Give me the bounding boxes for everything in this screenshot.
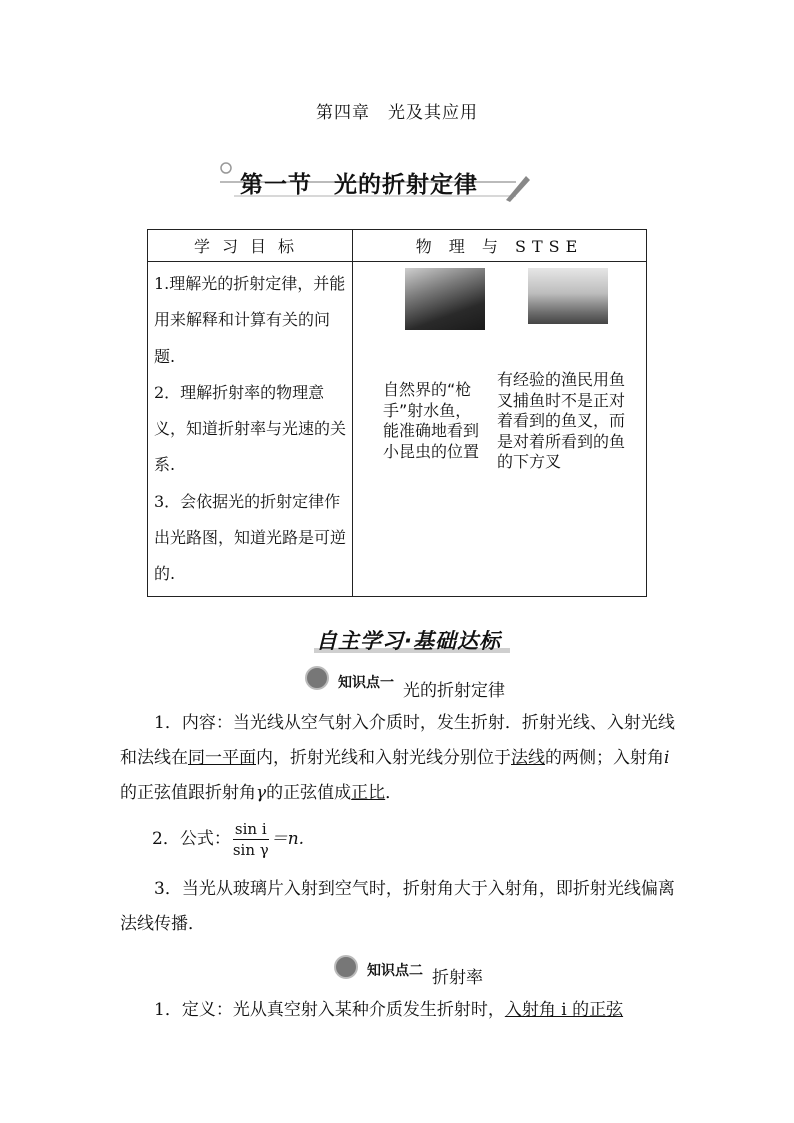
kp1-item-1-text-e: 的正弦值成 — [266, 783, 352, 803]
formula-numerator: sin i — [233, 819, 269, 840]
kp2-item-1-underline: 入射角 i 的正弦 — [504, 1000, 624, 1020]
heading-separator: · — [404, 629, 413, 653]
knowledge-point-icon — [334, 955, 358, 979]
goal-item-2: 2．理解折射率的物理意义，知道折射率与光速的关系. — [154, 382, 347, 475]
archerfish-photo — [405, 268, 485, 330]
section-number: 第一节 — [240, 171, 312, 198]
kp1-item-1-var-gamma: γ — [256, 783, 267, 803]
kp1-item-1-underline-1: 同一平面 — [188, 748, 256, 768]
formula-label: 2．公式： — [152, 829, 231, 849]
section-title — [240, 166, 478, 199]
kp1-item-1-underline-3: 正比 — [351, 783, 386, 803]
fisherman-boat-photo — [528, 268, 608, 324]
formula-rhs: ＝n. — [270, 829, 305, 849]
knowledge-point-2-title: 折射率 — [432, 968, 483, 988]
kp1-item-1-text-b: 内，折射光线和入射光线分别位于 — [256, 748, 511, 768]
stse-caption-archerfish: 自然界的“枪手”射水鱼，能准确地看到小昆虫的位置 — [383, 380, 480, 461]
kp1-item-1-text-c: 的两侧；入射角 — [545, 748, 664, 768]
stse-caption-fisherman: 有经验的渔民用鱼叉捕鱼时不是正对着看到的鱼叉，而是对着所看到的鱼的下方叉 — [497, 370, 626, 471]
kp1-item-3: 3．当光从玻璃片入射到空气时，折射角大于入射角，即折射光线偏离法线传播． — [120, 879, 675, 934]
goal-item-1: 1.理解光的折射定律，并能用来解释和计算有关的问题. — [154, 274, 346, 366]
stse-header: 物 理 与 STSE — [353, 230, 647, 262]
knowledge-point-2-label: 知识点二 — [367, 963, 423, 979]
kp2-item-1-text: 1．定义：光从真空射入某种介质发生折射时， — [154, 1000, 505, 1020]
knowledge-point-icon — [305, 666, 329, 690]
formula-denominator: sin γ — [232, 841, 269, 859]
kp1-item-1-var-i: i — [664, 748, 670, 768]
chapter-title: 第四章 光及其应用 — [316, 103, 478, 123]
heading-left: 自主学习 — [316, 629, 404, 653]
knowledge-point-1-title: 光的折射定律 — [403, 681, 505, 701]
stse-cell — [353, 262, 647, 597]
learning-goals-table — [147, 229, 647, 597]
kp1-item-1-underline-2: 法线 — [511, 748, 545, 768]
goals-header: 学习目标 — [148, 230, 353, 262]
kp1-item-1-text-f: ． — [385, 783, 403, 803]
kp1-item-2-formula — [152, 819, 304, 860]
knowledge-point-1-label: 知识点一 — [338, 675, 394, 691]
section-name: 光的折射定律 — [334, 171, 478, 198]
goals-cell — [148, 262, 353, 597]
formula-fraction — [233, 819, 269, 860]
kp1-item-1-text-d: 的正弦值跟折射角 — [120, 783, 256, 803]
heading-right: 基础达标 — [412, 629, 501, 653]
kp1-item-1-text-a: 1．内容：当光线从空气射入介质时，发生折射．折射光线、入射光线和法线在 — [120, 713, 675, 768]
kp2-item-1 — [120, 993, 676, 1028]
goal-item-3: 3．会依据光的折射定律作出光路图，知道光路是可逆的. — [154, 491, 347, 584]
kp1-item-1 — [120, 706, 676, 811]
section-heading — [316, 625, 501, 655]
